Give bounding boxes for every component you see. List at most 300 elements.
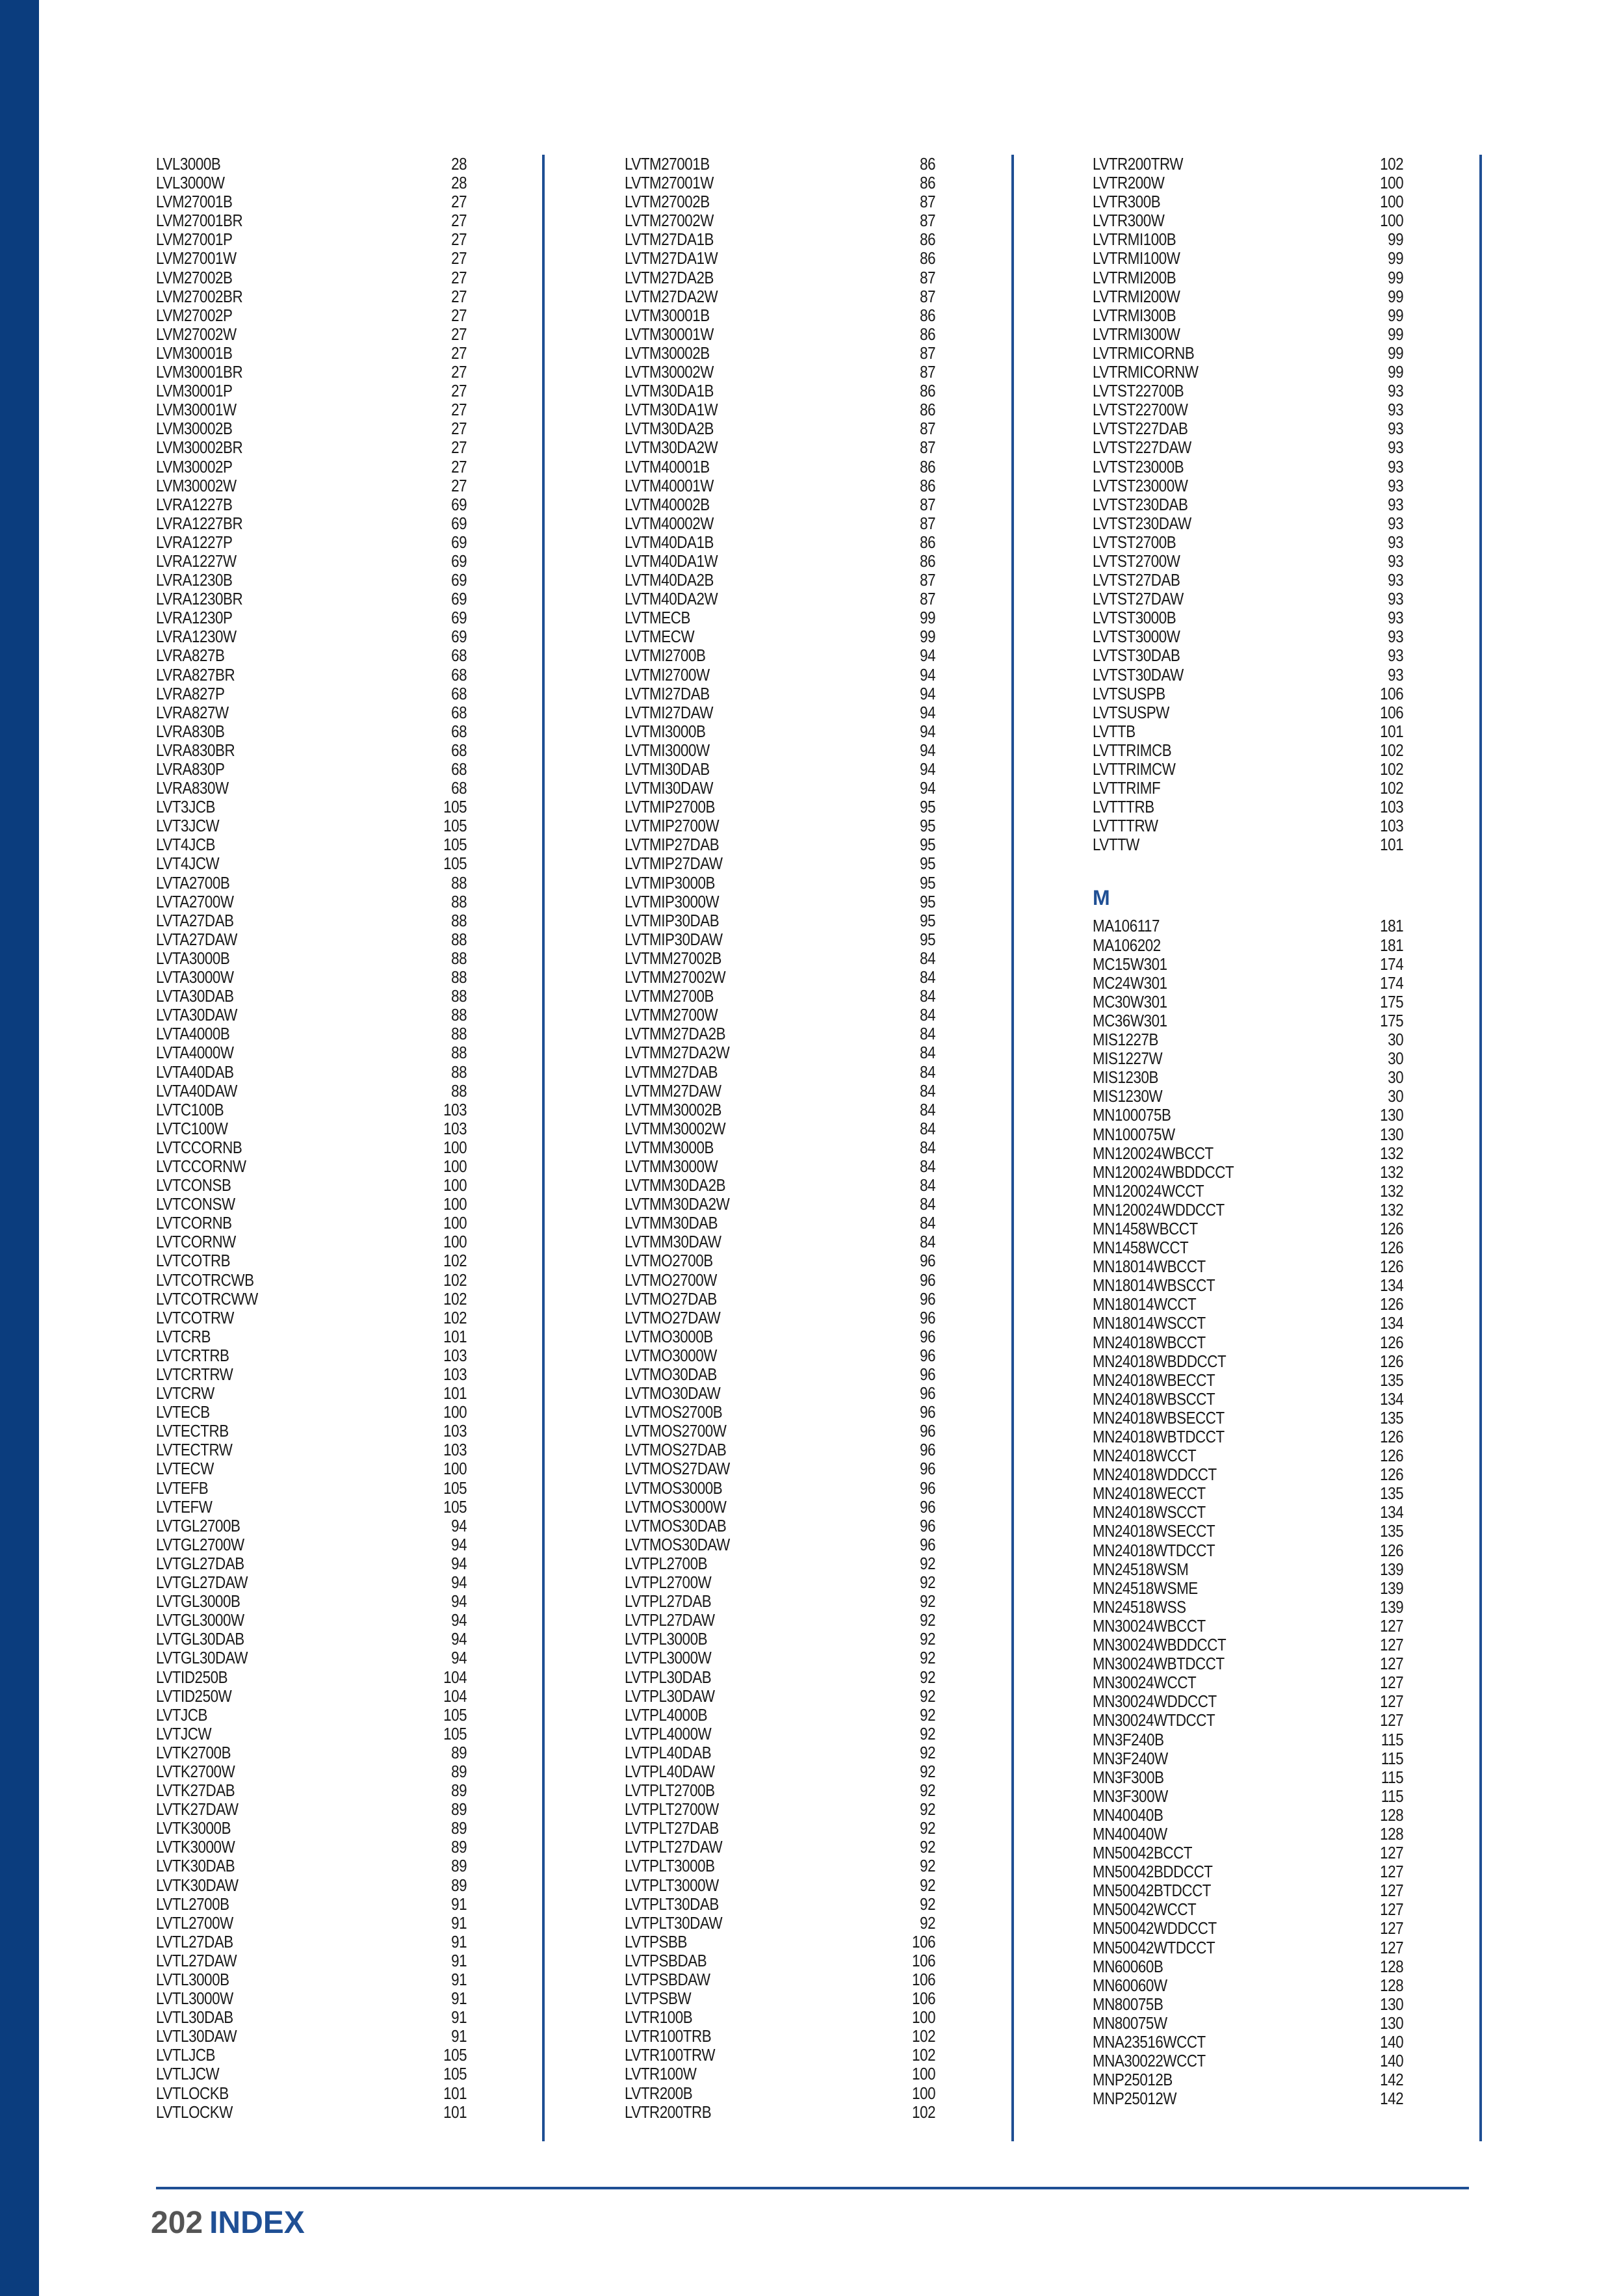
index-entry [156,344,467,363]
product-code: MIS1230W [1093,1086,1163,1106]
index-entry [625,249,935,268]
index-entry [625,590,935,608]
index-entry [625,1479,935,1498]
page-reference: 89 [451,1742,467,1762]
product-code: MN18014WSCCT [1093,1313,1206,1333]
index-entry [1093,1087,1403,1106]
index-entry [156,816,467,835]
index-entry [156,1592,467,1611]
index-entry [1093,1862,1403,1881]
page-reference: 88 [451,948,467,968]
page-reference: 27 [451,305,467,325]
index-entry [1093,1446,1403,1465]
product-code: LVTRMI200B [1093,267,1176,287]
index-entry [625,893,935,911]
product-code: LVTRMI200W [1093,286,1180,306]
index-entry [625,1403,935,1422]
page-reference: 102 [443,1288,467,1309]
page-reference: 134 [1380,1275,1404,1296]
product-code: LVTMM30DAW [625,1232,721,1252]
index-entry [625,211,935,230]
product-code: LVTST30DAB [1093,646,1180,666]
index-entry [1093,1390,1403,1409]
index-entry [156,1251,467,1270]
product-code: LVTR100B [625,2007,693,2028]
index-entry [625,835,935,854]
page-reference: 132 [1380,1162,1404,1182]
page-reference: 93 [1388,513,1404,533]
product-code: LVRA1230B [156,570,233,590]
page-reference: 96 [920,1345,936,1365]
page-reference: 94 [920,721,936,741]
product-code: LVM30001B [156,343,233,363]
page-reference: 96 [920,1326,936,1346]
index-entry [156,325,467,344]
page-reference: 132 [1380,1199,1404,1220]
index-entry [1093,1598,1403,1617]
index-entry [156,287,467,306]
product-code: LVTMM27DA2B [625,1024,726,1044]
product-code: MN50042WTDCCT [1093,1937,1215,1957]
page-reference: 96 [920,1270,936,1290]
index-entry [1093,1749,1403,1768]
product-code: LVTMM2700B [625,986,714,1006]
index-entry [156,1573,467,1592]
index-entry [625,1006,935,1024]
product-code: LVTST22700B [1093,381,1184,401]
product-code: LVT4JCB [156,835,216,855]
page-reference: 127 [1380,1862,1404,1882]
index-column-1 [156,155,467,2122]
page-reference: 86 [920,305,936,325]
index-entry [625,1157,935,1176]
product-code: LVTM30002W [625,362,714,382]
index-entry [1093,590,1403,608]
page-reference: 92 [920,1572,936,1593]
page-reference: 84 [920,1043,936,1063]
product-code: MN24018WSCCT [1093,1502,1206,1522]
product-code: MN24518WSM [1093,1559,1189,1579]
index-entry [625,438,935,457]
index-entry [156,741,467,760]
index-entry [625,400,935,419]
index-entry [156,646,467,665]
product-code: LVTGL2700B [156,1515,240,1535]
product-code: LVTM27002W [625,211,714,231]
page-reference: 27 [451,456,467,476]
page-reference: 88 [451,986,467,1006]
page-reference: 87 [920,513,936,533]
page-reference: 68 [451,778,467,798]
page-reference: 84 [920,1080,936,1101]
page-reference: 96 [920,1251,936,1271]
page-reference: 87 [920,419,936,439]
index-entry [625,1233,935,1251]
page-reference: 95 [920,910,936,930]
index-entry [1093,955,1403,974]
page-reference: 91 [451,1970,467,1989]
index-entry [625,344,935,363]
index-entry [625,1384,935,1403]
product-code: LVTMIP3000B [625,872,716,893]
index-entry [625,1043,935,1062]
index-entry [156,1762,467,1781]
page-reference: 27 [451,229,467,250]
index-entry [156,835,467,854]
index-entry [625,1819,935,1838]
page-reference: 130 [1380,1105,1404,1125]
product-code: LVTMM30DAB [625,1213,718,1233]
index-entry [156,1157,467,1176]
page-reference: 93 [1388,646,1404,666]
index-entry [625,2008,935,2027]
product-code: MC36W301 [1093,1010,1167,1030]
product-code: LVTTW [1093,835,1139,855]
product-code: LVTMI3000W [625,740,710,760]
page-reference: 101 [443,1326,467,1346]
page-reference: 92 [920,1875,936,1895]
page-reference: 128 [1380,1823,1404,1844]
product-code: MIS1227W [1093,1049,1163,1069]
page-reference: 30 [1388,1067,1404,1088]
page-reference: 88 [451,1043,467,1063]
index-entry [156,458,467,476]
product-code: LVTMIP27DAB [625,835,720,855]
index-entry [1093,1673,1403,1692]
index-entry [1093,1182,1403,1201]
index-entry [625,1933,935,1951]
index-entry [625,2103,935,2122]
index-entry [1093,325,1403,344]
page-reference: 126 [1380,1427,1404,1446]
page-reference: 127 [1380,1899,1404,1920]
index-entry [156,2046,467,2065]
page-reference: 94 [451,1534,467,1554]
index-entry [625,1214,935,1233]
page-reference: 88 [451,891,467,911]
index-entry [625,1498,935,1517]
index-entry [1093,646,1403,665]
product-code: LVTGL27DAW [156,1572,248,1593]
index-entry [625,495,935,514]
page-reference: 27 [451,324,467,344]
page-reference: 94 [451,1515,467,1535]
product-code: LVTCRB [156,1326,211,1346]
page-reference: 103 [1380,797,1404,817]
index-entry [625,1422,935,1441]
page-reference: 84 [920,986,936,1006]
index-entry [625,1725,935,1743]
index-entry [1093,1428,1403,1446]
index-entry [1093,514,1403,533]
product-code: LVTM30DA1B [625,381,714,401]
product-code: MN60060B [1093,1956,1163,1976]
index-entry [625,458,935,476]
index-entry [156,930,467,949]
section-letter-heading: M [1093,886,1110,910]
product-code: LVTA27DAW [156,929,237,949]
page-reference: 86 [920,229,936,250]
product-code: LVTGL30DAW [156,1648,248,1668]
product-code: LVTGL27DAB [156,1553,244,1573]
page-reference: 175 [1380,1010,1404,1030]
page-reference: 103 [443,1099,467,1119]
product-code: LVTMI27DAW [625,702,714,722]
product-code: LVM27001P [156,229,233,250]
page-reference: 174 [1380,954,1404,974]
page-reference: 87 [920,589,936,609]
product-code: LVTPSBDAW [625,1970,710,1989]
page-reference: 142 [1380,2070,1404,2090]
index-entry [625,2046,935,2065]
product-code: LVTMECW [625,627,695,647]
page-reference: 130 [1380,1994,1404,2014]
page-reference: 69 [451,494,467,514]
index-entry [156,514,467,533]
page-reference: 105 [443,2064,467,2084]
page-reference: 94 [451,1610,467,1630]
product-code: MA106202 [1093,935,1161,955]
product-code: LVTM40DA1W [625,551,718,571]
product-code: MN40040B [1093,1805,1163,1825]
product-code: LVTL30DAB [156,2007,233,2028]
page-reference: 88 [451,1062,467,1082]
index-entry [625,2027,935,2046]
page-reference: 126 [1380,1238,1404,1258]
index-entry [625,1857,935,1875]
page-reference: 102 [443,1251,467,1271]
index-entry [1093,249,1403,268]
product-code: LVTMI2700B [625,646,706,666]
product-code: LVTCCORNB [156,1137,242,1157]
product-code: LVTST3000B [1093,608,1176,628]
product-code: MN24018WSECCT [1093,1521,1215,1541]
index-entry [625,268,935,287]
index-entry [625,1517,935,1535]
product-code: LVTSUSPW [1093,702,1169,722]
product-code: LVTL3000B [156,1970,229,1989]
index-entry [625,1195,935,1214]
page-reference: 103 [1380,816,1404,836]
index-entry [156,1498,467,1517]
product-code: MIS1230B [1093,1067,1158,1088]
page-reference: 30 [1388,1030,1404,1050]
page-reference: 27 [451,211,467,231]
product-code: LVL3000W [156,173,225,193]
index-entry [1093,2070,1403,2089]
page-reference: 103 [443,1440,467,1460]
index-entry [156,1989,467,2008]
product-code: LVTA40DAB [156,1062,234,1082]
page-reference: 86 [920,154,936,174]
product-code: LVTST230DAW [1093,513,1191,533]
page-reference: 92 [920,1912,936,1933]
product-code: MNP25012W [1093,2089,1177,2109]
page-reference: 105 [443,797,467,817]
page-reference: 101 [443,2083,467,2103]
index-entry [1093,760,1403,779]
product-code: LVTPSBDAB [625,1950,707,1970]
product-code: MNP25012B [1093,2070,1173,2090]
product-code: LVTM40002W [625,513,714,533]
product-code: LVRA1227BR [156,513,243,533]
product-code: LVTMIP30DAW [625,929,723,949]
product-code: LVTM30DA2B [625,419,714,439]
page-reference: 84 [920,1213,936,1233]
page-reference: 92 [920,1894,936,1914]
product-code: LVTK2700W [156,1761,235,1781]
index-entry [156,798,467,816]
page-reference: 127 [1380,1843,1404,1863]
page-reference: 88 [451,1080,467,1101]
product-code: LVTMM30DA2W [625,1194,730,1214]
page-reference: 87 [920,267,936,287]
index-column-2 [625,155,935,2122]
product-code: LVTMM3000W [625,1156,718,1176]
product-code: MN24018WBSECCT [1093,1407,1225,1428]
page-reference: 88 [451,910,467,930]
product-code: LVTCONSB [156,1175,231,1195]
page-reference: 140 [1380,2032,1404,2052]
product-code: LVTCONSW [156,1194,235,1214]
page-reference: 93 [1388,664,1404,685]
page-reference: 93 [1388,456,1404,476]
index-entry [625,1082,935,1101]
page-reference: 68 [451,664,467,685]
index-entry [156,2008,467,2027]
product-code: LVRA1227B [156,494,233,514]
index-entry [156,363,467,382]
page-reference: 100 [912,2083,936,2103]
product-code: MN3F240B [1093,1729,1164,1749]
index-entry [156,1138,467,1157]
page-reference: 84 [920,1005,936,1025]
index-entry [1093,1976,1403,1995]
page-reference: 101 [443,1383,467,1403]
product-code: MN120024WBCCT [1093,1143,1214,1163]
product-code: LVM27002W [156,324,237,344]
product-code: LVTMM27002B [625,948,721,968]
index-entry [156,1006,467,1024]
product-code: LVTCCORNW [156,1156,246,1176]
page-reference: 115 [1381,1786,1404,1806]
index-entry [156,2103,467,2122]
product-code: LVTM30DA2W [625,437,718,458]
page-reference: 87 [920,494,936,514]
index-entry [625,854,935,873]
page-reference: 84 [920,1118,936,1138]
product-code: MN120024WCCT [1093,1181,1204,1201]
index-entry [1093,1503,1403,1522]
page-reference: 139 [1380,1597,1404,1617]
column-divider-1 [542,155,545,2141]
page-reference: 93 [1388,608,1404,628]
index-entry [625,1592,935,1611]
page-reference: 27 [451,400,467,420]
index-entry [625,1989,935,2008]
page-reference: 68 [451,740,467,760]
product-code: MN24018WBCCT [1093,1332,1206,1352]
index-entry [156,533,467,552]
page-reference: 94 [920,740,936,760]
index-entry [1093,1900,1403,1919]
index-entry [156,1024,467,1043]
page-reference: 30 [1388,1086,1404,1106]
page-reference: 96 [920,1534,936,1554]
product-code: LVTPLT2700W [625,1799,719,1820]
page-reference: 89 [451,1875,467,1895]
index-entry [1093,1409,1403,1428]
product-code: LVRA827W [156,702,229,722]
index-entry [1093,1692,1403,1711]
page-reference: 126 [1380,1257,1404,1277]
index-entry [625,552,935,571]
page-reference: 102 [912,2102,936,2122]
page-reference: 134 [1380,1389,1404,1409]
product-code: MN24018WCCT [1093,1446,1197,1466]
page-number: 202 [151,2206,203,2240]
product-code: LVTST23000W [1093,475,1188,495]
index-entry [625,476,935,495]
product-code: MN24018WECCT [1093,1483,1206,1504]
product-code: LVTPLT30DAB [625,1894,719,1914]
product-code: LVTPSBW [625,1989,692,2009]
product-code: LVM30002BR [156,437,243,458]
index-entry [1093,230,1403,249]
index-entry [156,1271,467,1290]
index-entry [1093,1957,1403,1976]
index-entry [156,968,467,987]
page-reference: 93 [1388,381,1404,401]
product-code: LVTMM27002W [625,967,726,987]
index-entry [1093,1654,1403,1673]
index-entry [625,287,935,306]
index-entry [1093,835,1403,854]
product-code: LVRA1227P [156,532,233,552]
product-code: LVM30002W [156,475,237,495]
index-entry [1093,703,1403,722]
index-entry [1093,1201,1403,1220]
product-code: LVTMECB [625,608,690,628]
product-code: LVTPL27DAW [625,1610,715,1630]
page-reference: 100 [443,1232,467,1252]
product-code: LVTGL2700W [156,1534,244,1554]
page-reference: 135 [1380,1370,1404,1390]
product-code: LVTST227DAW [1093,437,1191,458]
product-code: LVTST2700W [1093,551,1180,571]
product-code: LVTM27DA2W [625,286,718,306]
page-reference: 86 [920,551,936,571]
page-reference: 87 [920,570,936,590]
page-reference: 88 [451,1005,467,1025]
index-entry [1093,1049,1403,1068]
page-reference: 92 [920,1553,936,1573]
index-entry [156,2065,467,2083]
page-reference: 92 [920,1837,936,1857]
product-code: MN1458WBCCT [1093,1218,1198,1238]
page-reference: 28 [451,154,467,174]
index-entry [156,1384,467,1403]
product-code: LVT3JCB [156,797,216,817]
product-code: LVTR300B [1093,192,1161,212]
product-code: LVTRMI300B [1093,305,1176,325]
product-code: LVTM27002B [625,192,710,212]
product-code: LVTPL4000B [625,1704,708,1725]
index-entry [156,155,467,174]
index-entry [1093,571,1403,590]
product-code: LVTR300W [1093,211,1165,231]
page-reference: 134 [1380,1313,1404,1333]
